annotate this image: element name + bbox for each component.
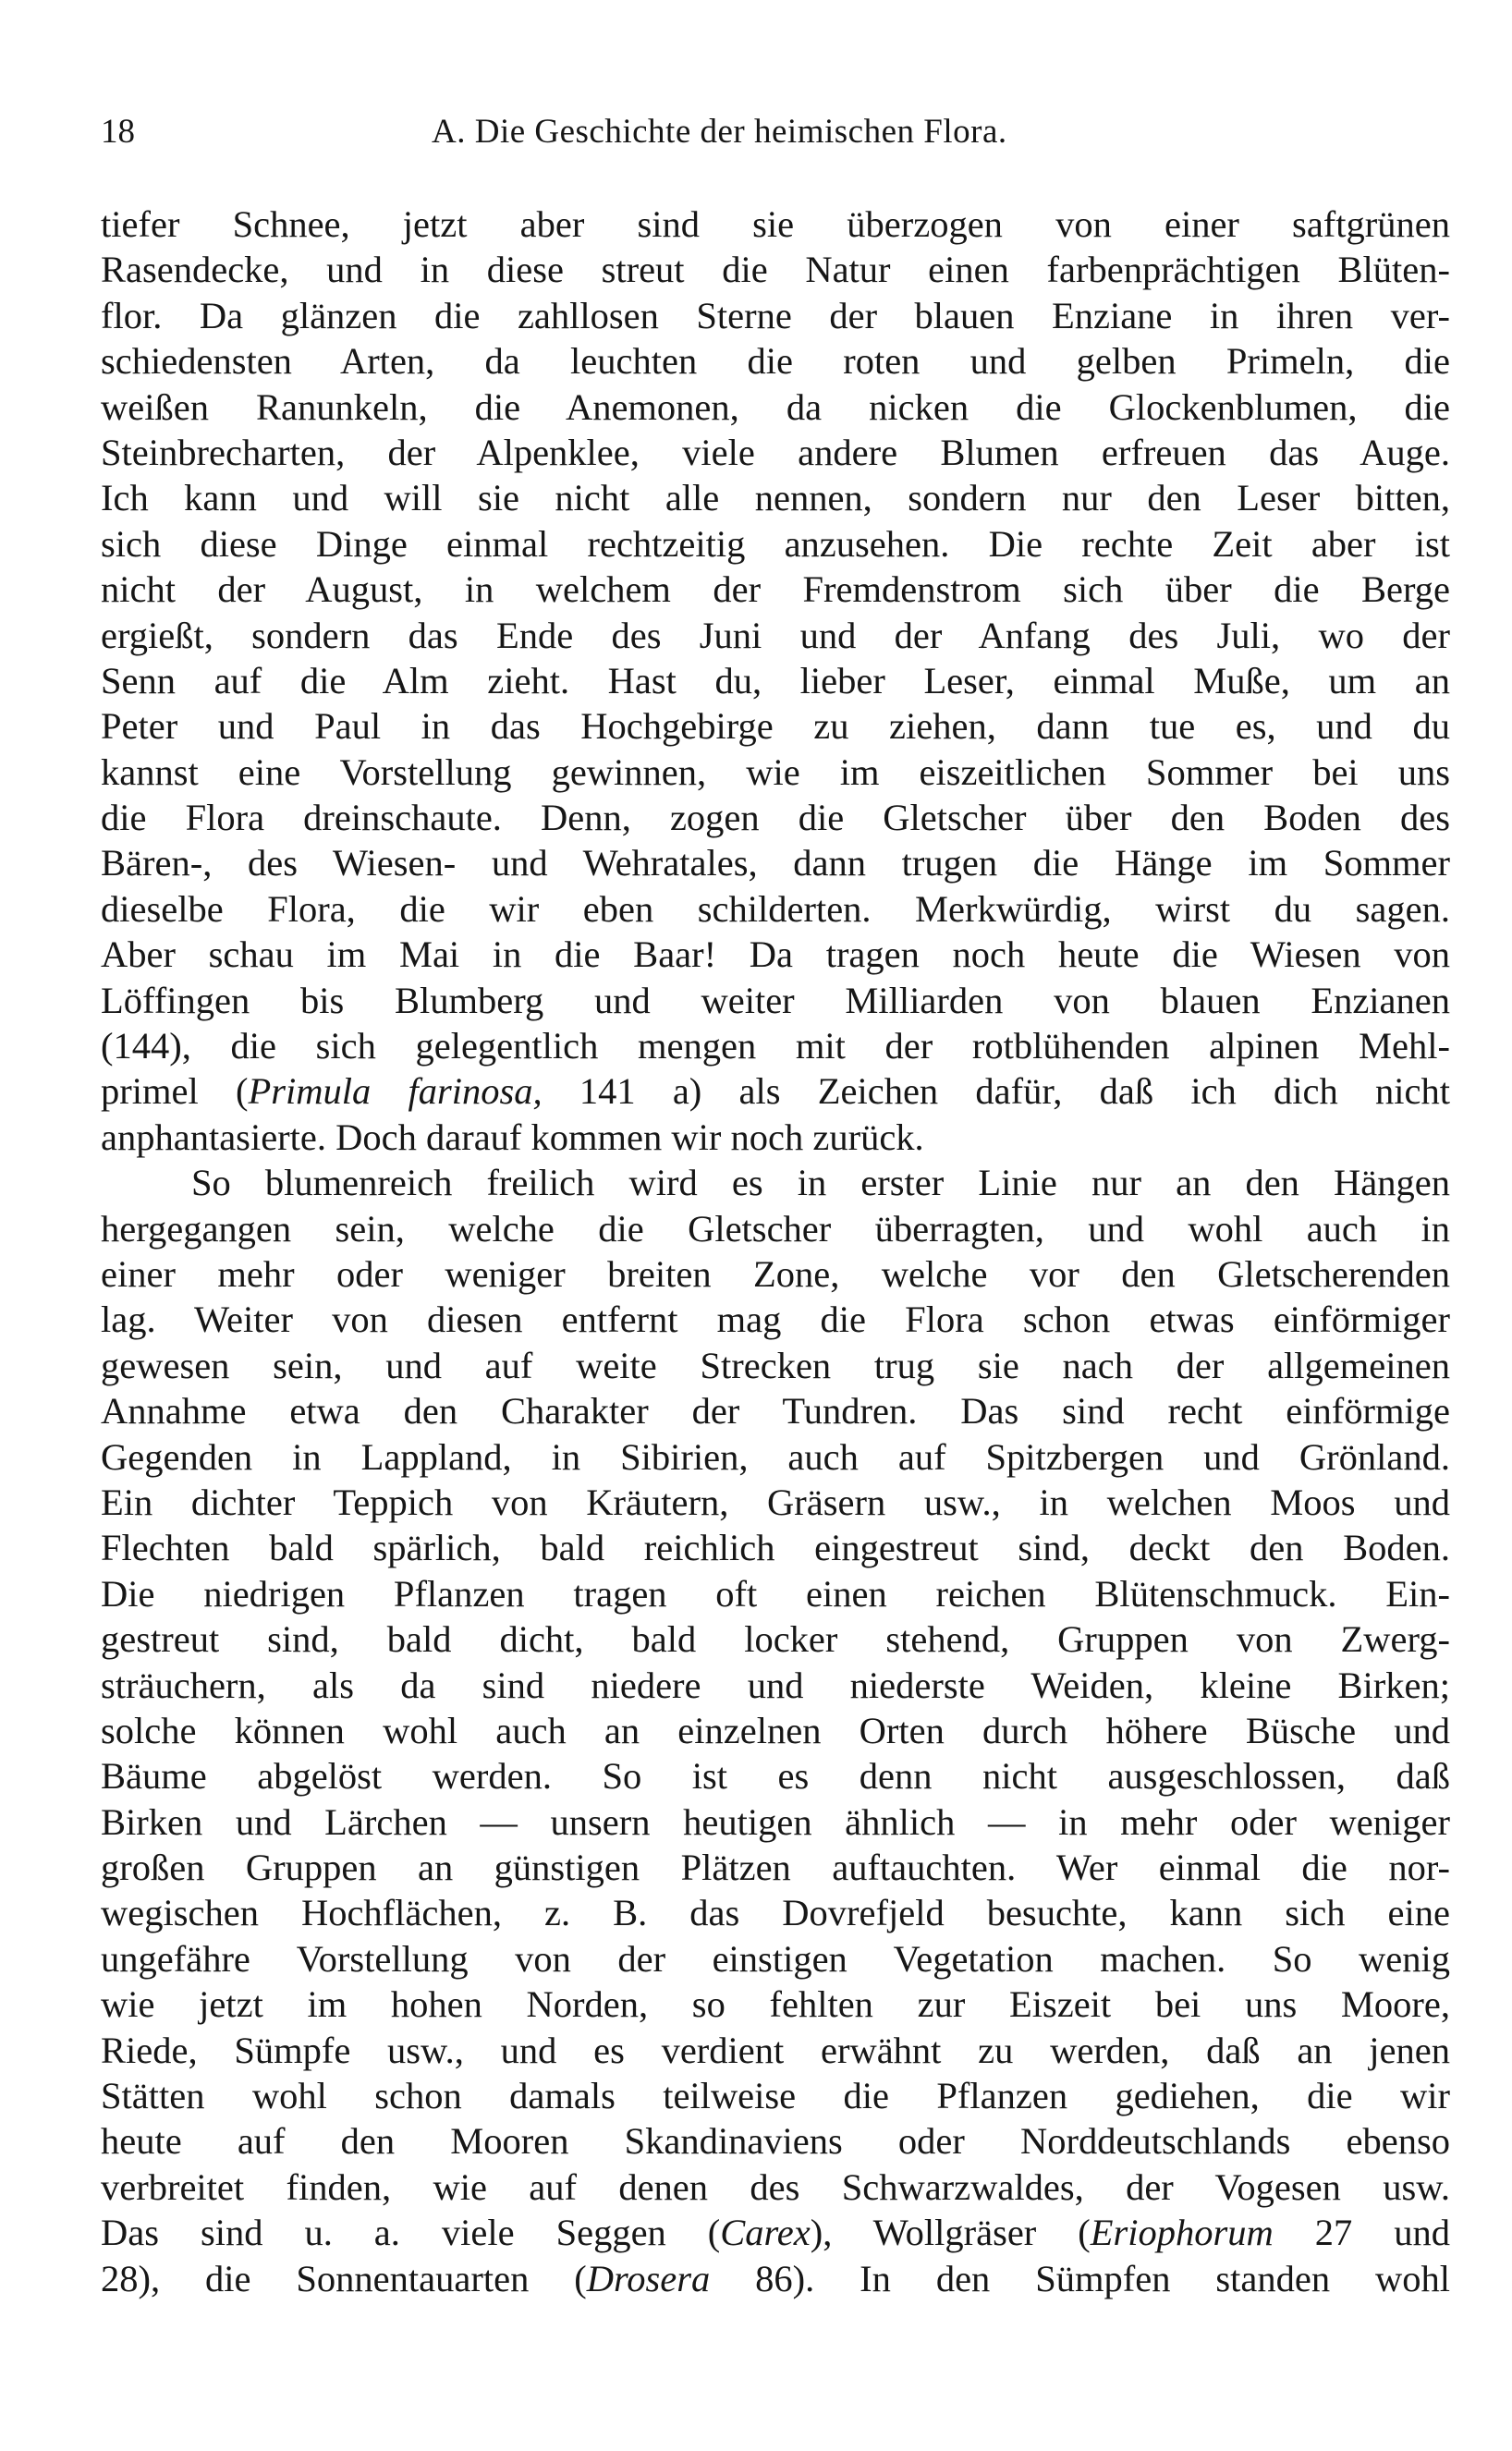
text-line: [101, 2073, 1450, 2118]
text-line: [101, 1845, 1450, 1890]
text-segment: wegischen Hochflächen, z. B. das Dovrefjeld besuchte, kann sich eine: [101, 1892, 1450, 1934]
text-line: [101, 2256, 1450, 2301]
text-segment: Rasendecke, und in diese streut die Natur einen farbenprächtigen Blüten-: [101, 249, 1450, 291]
text-line: [101, 1708, 1450, 1753]
text-line: [101, 293, 1450, 338]
page-number: 18: [101, 113, 135, 151]
text-line: [101, 1571, 1450, 1616]
text-segment: wie jetzt im hohen Norden, so fehlten zur Eiszeit bei uns Moore,: [101, 1983, 1450, 2026]
text-line: [101, 613, 1450, 658]
text-segment: Riede, Sümpfe usw., und es verdient erwähnt zu werden, daß an jenen: [101, 2029, 1450, 2071]
text-line: [101, 1251, 1450, 1297]
text-segment: 141 a) als Zeichen dafür, daß ich dich nicht: [542, 1070, 1450, 1113]
text-segment: Das sind u. a. viele Seggen (: [101, 2212, 721, 2254]
text-segment: dieselbe Flora, die wir eben schilderten. Merkwürdig, wirst du sagen.: [101, 887, 1450, 930]
text-segment: tiefer Schnee, jetzt aber sind sie überzogen von einer saftgrünen: [101, 203, 1450, 245]
text-segment: So blumenreich freilich wird es in erster Linie nur an den Hängen: [191, 1162, 1450, 1204]
text-line: [101, 1023, 1450, 1068]
text-segment: Gegenden in Lappland, in Sibirien, auch auf Spitzbergen und Grönland.: [101, 1435, 1450, 1478]
text-segment: kannst eine Vorstellung gewinnen, wie im eiszeitlichen Sommer bei uns: [101, 750, 1450, 793]
text-segment: Ein dichter Teppich von Kräutern, Gräsern usw., in welchen Moos und: [101, 1481, 1450, 1523]
text-segment: solche können wohl auch an einzelnen Orten durch höhere Büsche und: [101, 1709, 1450, 1751]
text-line: [101, 795, 1450, 840]
text-line: [101, 1115, 1450, 1160]
text-segment: schiedensten Arten, da leuchten die roten und gelben Primeln, die: [101, 340, 1450, 383]
text-line: [101, 1525, 1450, 1570]
text-segment: (144), die sich gelegentlich mengen mit der rotblühenden alpinen Mehl-: [101, 1025, 1450, 1067]
running-title: A. Die Geschichte der heimischen Flora.: [432, 113, 1007, 151]
text-segment: lag. Weiter von diesen entfernt mag die Flora schon etwas einförmiger: [101, 1299, 1450, 1341]
text-segment: Peter und Paul in das Hochgebirge zu ziehen, dann tue es, und du: [101, 705, 1450, 748]
text-segment: Bäume abgelöst werden. So ist es denn nicht ausgeschlossen, daß: [101, 1755, 1450, 1798]
text-segment: einer mehr oder weniger breiten Zone, welche vor den Gletscherenden: [101, 1252, 1450, 1295]
text-segment: nicht der August, in welchem der Fremdenstrom sich über die Berge: [101, 568, 1450, 611]
text-line: [101, 2028, 1450, 2073]
body-text: [101, 201, 1450, 2301]
text-line: [101, 1799, 1450, 1845]
text-line: [101, 840, 1450, 885]
text-line: [101, 521, 1450, 567]
text-line: [101, 1068, 1450, 1114]
text-line: [101, 1297, 1450, 1342]
text-line: [101, 247, 1450, 292]
text-line: [101, 1936, 1450, 1982]
text-line: [101, 1616, 1450, 1662]
text-segment: Aber schau im Mai in die Baar! Da tragen noch heute die Wiesen von: [101, 933, 1450, 976]
text-segment: ungefähre Vorstellung von der einstigen Vegetation machen. So wenig: [101, 1937, 1450, 1980]
text-line: [101, 2210, 1450, 2255]
text-segment: gestreut sind, bald dicht, bald locker stehend, Gruppen von Zwerg-: [101, 1618, 1450, 1661]
page-header: [101, 109, 1450, 165]
italic-term: Primula farinosa,: [248, 1070, 543, 1113]
text-segment: sich diese Dinge einmal rechtzeitig anzusehen. Die rechte Zeit aber ist: [101, 522, 1450, 565]
text-segment: die Flora dreinschaute. Denn, zogen die Gletscher über den Boden des: [101, 797, 1450, 839]
text-segment: ), Wollgräser (: [810, 2212, 1091, 2254]
text-line: [101, 338, 1450, 384]
text-segment: gewesen sein, und auf weite Strecken trug sie nach der allgemeinen: [101, 1344, 1450, 1386]
text-segment: 28), die Sonnentauarten (: [101, 2257, 587, 2299]
text-line: [101, 2118, 1450, 2164]
text-line: [101, 2164, 1450, 2210]
text-segment: weißen Ranunkeln, die Anemonen, da nicken die Glockenblumen, die: [101, 385, 1450, 428]
text-segment: Löffingen bis Blumberg und weiter Milliarden von blauen Enzianen: [101, 979, 1450, 1021]
text-line: [101, 1434, 1450, 1480]
text-segment: Stätten wohl schon damals teilweise die Pflanzen gediehen, die wir: [101, 2075, 1450, 2117]
text-line: [101, 384, 1450, 430]
text-line: [101, 750, 1450, 795]
text-line: [101, 658, 1450, 703]
italic-term: Drosera: [586, 2257, 711, 2299]
text-line: [101, 932, 1450, 977]
text-line: [101, 978, 1450, 1023]
text-segment: Ich kann und will sie nicht alle nennen, sondern nur den Leser bitten,: [101, 477, 1450, 519]
text-line: [101, 430, 1450, 475]
italic-term: Carex: [720, 2212, 811, 2254]
text-line: [101, 1982, 1450, 2027]
text-segment: Bären-, des Wiesen- und Wehratales, dann trugen die Hänge im Sommer: [101, 842, 1450, 884]
text-segment: Die niedrigen Pflanzen tragen oft einen reichen Blütenschmuck. Ein-: [101, 1572, 1450, 1615]
text-segment: flor. Da glänzen die zahllosen Sterne der blauen Enziane in ihren ver-: [101, 294, 1450, 336]
text-segment: primel (: [101, 1070, 249, 1113]
text-line: [101, 1663, 1450, 1708]
text-line: [101, 1160, 1450, 1205]
text-segment: heute auf den Mooren Skandinaviens oder Norddeutschlands ebenso: [101, 2120, 1450, 2163]
text-segment: anphantasierte. Doch darauf kommen wir noch zurück.: [101, 1116, 924, 1158]
text-line: [101, 1206, 1450, 1251]
text-line: [101, 1890, 1450, 1935]
text-line: [101, 1753, 1450, 1799]
text-line: [101, 1480, 1450, 1525]
text-line: [101, 201, 1450, 247]
text-segment: großen Gruppen an günstigen Plätzen auftauchten. Wer einmal die nor-: [101, 1847, 1450, 1889]
text-segment: 27 und: [1273, 2212, 1450, 2254]
text-segment: 86). In den Sümpfen standen wohl: [710, 2257, 1450, 2299]
text-line: [101, 1343, 1450, 1388]
text-segment: Annahme etwa den Charakter der Tundren. Das sind recht einförmige: [101, 1390, 1450, 1433]
text-segment: Flechten bald spärlich, bald reichlich eingestreut sind, deckt den Boden.: [101, 1527, 1450, 1569]
text-segment: hergegangen sein, welche die Gletscher überragten, und wohl auch in: [101, 1207, 1450, 1250]
text-segment: verbreitet finden, wie auf denen des Schwarzwaldes, der Vogesen usw.: [101, 2165, 1450, 2208]
text-line: [101, 567, 1450, 612]
text-line: [101, 703, 1450, 749]
text-segment: sträuchern, als da sind niedere und niederste Weiden, kleine Birken;: [101, 1664, 1450, 1706]
text-line: [101, 475, 1450, 520]
italic-term: Eriophorum: [1090, 2212, 1274, 2254]
text-segment: ergießt, sondern das Ende des Juni und der Anfang des Juli, wo der: [101, 614, 1450, 656]
text-line: [101, 886, 1450, 932]
text-segment: Senn auf die Alm zieht. Hast du, lieber Leser, einmal Muße, um an: [101, 659, 1450, 701]
text-segment: Steinbrecharten, der Alpenklee, viele andere Blumen erfreuen das Auge.: [101, 431, 1450, 473]
text-segment: Birken und Lärchen — unsern heutigen ähnlich — in mehr oder weniger: [101, 1800, 1450, 1843]
text-line: [101, 1388, 1450, 1433]
